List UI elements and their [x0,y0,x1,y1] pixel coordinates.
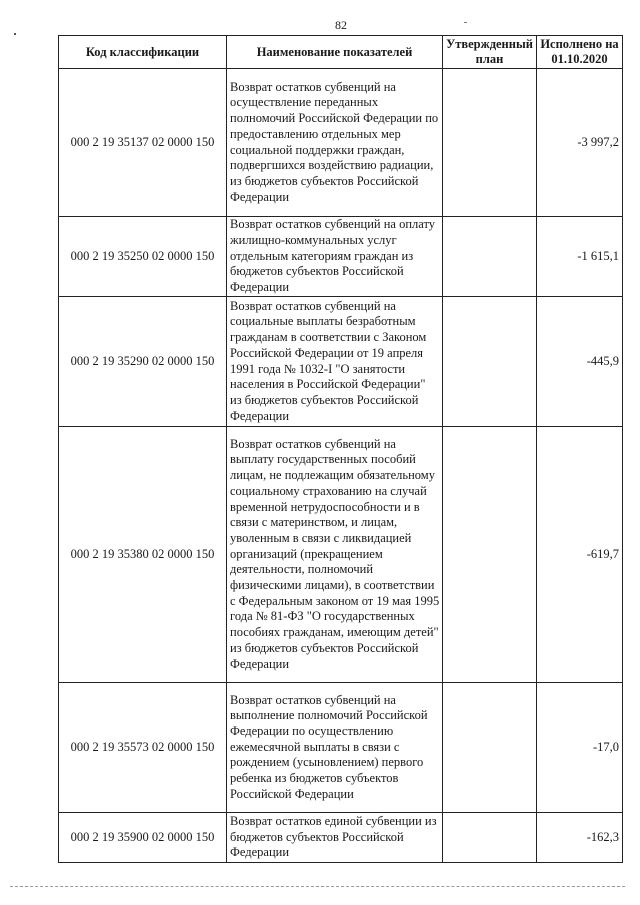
page-number: 82 [335,18,347,32]
classification-code-cell: 000 2 19 35573 02 0000 150 [59,683,227,813]
table-body [59,69,623,863]
executed-value-cell: -3 997,2 [537,69,623,217]
table-header [59,36,623,69]
approved-plan-cell [443,427,537,683]
header-row [59,36,623,69]
classification-code-cell: 000 2 19 35250 02 0000 150 [59,217,227,297]
table-row [59,427,623,683]
executed-value-cell: -162,3 [537,813,623,863]
executed-value-cell: -445,9 [537,297,623,427]
executed-value-cell: -17,0 [537,683,623,813]
approved-plan-cell [443,217,537,297]
header-approved-plan: Утвержденный план [443,36,537,69]
scan-bottom-rule [10,886,625,887]
approved-plan-cell [443,813,537,863]
scan-artifact-dot [14,33,16,35]
indicator-name-cell: Возврат остатков единой субвенции из бюджетов субъектов Российской Федерации [227,813,443,863]
table-row [59,297,623,427]
table-row [59,813,623,863]
indicator-name-cell: Возврат остатков субвенций на социальные выплаты безработным гражданам в соответствии с Законом Российской Федерации от 19 апреля 1991 года № 1032-I "О занятости населения в Российской Федерации" из бюджетов субъектов Российской Федерации [227,297,443,427]
indicator-name-cell: Возврат остатков субвенций на оплату жилищно-коммунальных услуг отдельным категориям граждан из бюджетов субъектов Российской Федерации [227,217,443,297]
classification-code-cell: 000 2 19 35380 02 0000 150 [59,427,227,683]
header-indicator-name: Наименование показателей [227,36,443,69]
table-row [59,69,623,217]
indicator-name-cell: Возврат остатков субвенций на осуществление переданных полномочий Российской Федерации по предоставлению отдельных мер социальной поддержки граждан, подвергшихся воздействию радиации, из бюджетов субъектов Российской Федерации [227,69,443,217]
indicator-name-cell: Возврат остатков субвенций на выплату государственных пособий лицам, не подлежащим обязательному социальному страхованию на случай временной нетрудоспособности и в связи с материнством, и лицам, уволенным в связи с ликвидацией организаций (прекращением деятельности, полномочий физическими лицами), в соответствии с Федеральным законом от 19 мая 1995 года № 81-ФЗ "О государственных пособиях гражданам, имеющим детей" из бюджетов субъектов Российской Федерации [227,427,443,683]
table-row [59,217,623,297]
table-row [59,683,623,813]
indicator-name-cell: Возврат остатков субвенций на выполнение полномочий Российской Федерации по осуществлению ежемесячной выплаты в связи с рождением (усыновлением) первого ребенка из бюджетов субъектов Российской Федерации [227,683,443,813]
classification-code-cell: 000 2 19 35290 02 0000 150 [59,297,227,427]
approved-plan-cell [443,683,537,813]
approved-plan-cell [443,69,537,217]
budget-report-table [58,35,623,863]
header-executed: Исполнено на 01.10.2020 [537,36,623,69]
classification-code-cell: 000 2 19 35137 02 0000 150 [59,69,227,217]
executed-value-cell: -1 615,1 [537,217,623,297]
header-classification-code: Код классификации [59,36,227,69]
executed-value-cell: -619,7 [537,427,623,683]
approved-plan-cell [443,297,537,427]
classification-code-cell: 000 2 19 35900 02 0000 150 [59,813,227,863]
